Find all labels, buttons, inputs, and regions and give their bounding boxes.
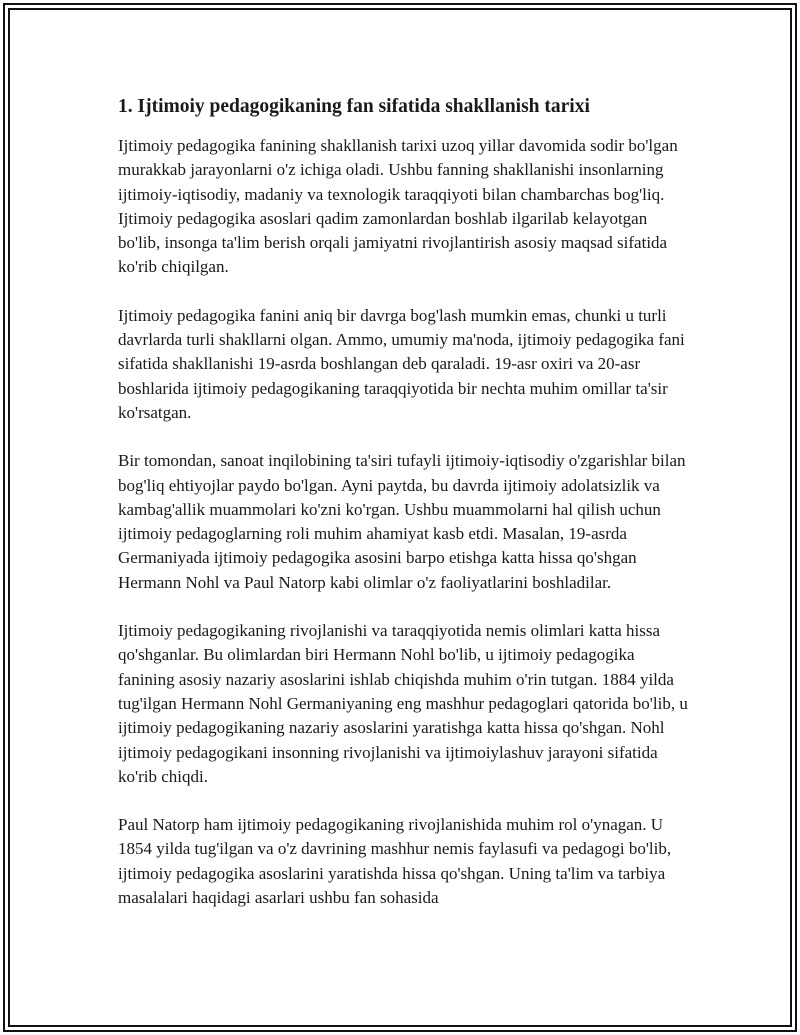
- paragraph-4: Ijtimoiy pedagogikaning rivojlanishi va taraqqiyotida nemis olimlari katta hissa qo'shganlar. Bu olimlardan biri Hermann Nohl bo'lib, u ijtimoiy pedagogika fanining asosiy nazariy asoslarini ishlab chiqishda muhim o'rin tutgan. 1884 yilda tug'ilgan Hermann Nohl Germaniyaning eng mashhur pedagoglari qatorida bo'lib, u ijtimoiy pedagogikaning nazariy asoslarini yaratishga katta hissa qo'shgan. Nohl ijtimoiy pedagogikani insonning rivojlanishi va ijtimoiylashuv jarayoni sifatida ko'rib chiqdi.: [118, 621, 688, 786]
- document-body: [118, 94, 690, 934]
- paragraph-3: Bir tomondan, sanoat inqilobining ta'siri tufayli ijtimoiy-iqtisodiy o'zgarishlar bilan bog'liq ehtiyojlar paydo bo'lgan. Ayni paytda, bu davrda ijtimoiy adolatsizlik va kambag'allik muammolari ko'zni ko'rgan. Ushbu muammolarni hal qilish uchun ijtimoiy pedagoglarning roli muhim ahamiyat kasb etdi. Masalan, 19-asrda Germaniyada ijtimoiy pedagogika asosini barpo etishga katta hissa qo'shgan Hermann Nohl va Paul Natorp kabi olimlar o'z faoliyatlarini boshladilar.: [118, 451, 686, 592]
- paragraph-5: Paul Natorp ham ijtimoiy pedagogikaning rivojlanishida muhim rol o'ynagan. U 1854 yilda tug'ilgan va o'z davrining mashhur nemis faylasufi va pedagogi bo'lib, ijtimoiy pedagogika asoslarini yaratishda hissa qo'shgan. Uning ta'lim va tarbiya masalalari haqidagi asarlari ushbu fan sohasida: [118, 815, 672, 908]
- paragraph-1: Ijtimoiy pedagogika fanining shakllanish tarixi uzoq yillar davomida sodir bo'lgan murakkab jarayonlarni o'z ichiga oladi. Ushbu fanning shakllanishi insonlarning ijtimoiy-iqtisodiy, madaniy va texnologik taraqqiyoti bilan chambarchas bog'liq. Ijtimoiy pedagogika asoslari qadim zamonlardan boshlab ilgarilab kelayotgan bo'lib, insonga ta'lim berish orqali jamiyatni rivojlantirish asosiy maqsad sifatida ko'rib chiqilgan.: [118, 136, 678, 277]
- paragraph-2: Ijtimoiy pedagogika fanini aniq bir davrga bog'lash mumkin emas, chunki u turli davrlarda turli shakllarni olgan. Ammo, umumiy ma'noda, ijtimoiy pedagogika fani sifatida shakllanishi 19-asrda boshlangan deb qaraladi. 19-asr oxiri va 20-asr boshlarida ijtimoiy pedagogikaning taraqqiyotida bir nechta muhim omillar ta'sir ko'rsatgan.: [118, 305, 685, 422]
- section-heading: 1. Ijtimoiy pedagogikaning fan sifatida shakllanish tarixi: [118, 96, 590, 117]
